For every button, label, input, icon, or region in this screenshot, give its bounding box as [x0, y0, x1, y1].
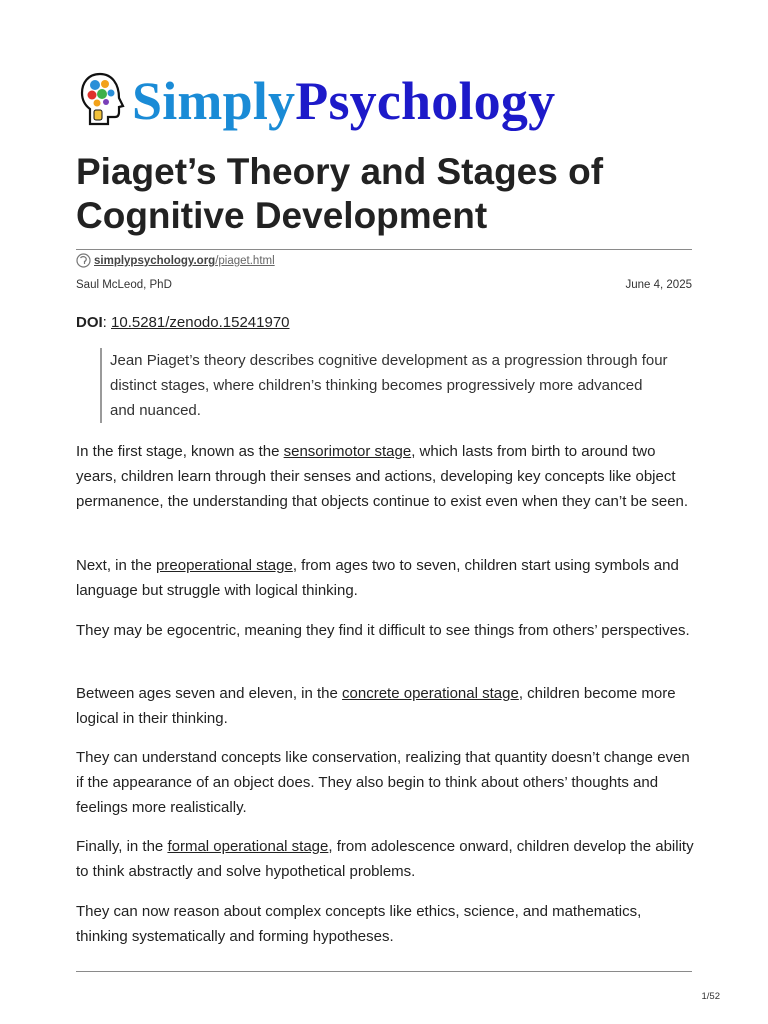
doi-link[interactable]: 10.5281/zenodo.15241970	[111, 314, 290, 331]
body-paragraph-7	[76, 899, 696, 949]
logo-wordmark	[132, 66, 555, 136]
body-paragraph-6	[76, 834, 696, 884]
body-paragraph-1	[76, 439, 696, 514]
doi-line	[76, 314, 290, 331]
source-path-link[interactable]: /piaget.html	[215, 255, 275, 267]
paragraph-text: , from ages two to seven, children start using symbols and language but struggle with logical thinking.	[76, 557, 679, 599]
site-logo[interactable]	[76, 68, 692, 142]
doi-label: DOI	[76, 314, 103, 331]
paragraph-text: , which lasts from birth to around two years, children learn through their senses and actions, developing key concepts like object permanence, the understanding that objects continue to exist even when they can’t be seen.	[76, 443, 689, 510]
formal-operational-stage-link[interactable]: formal operational stage	[167, 838, 329, 855]
publish-date: June 4, 2025	[625, 279, 692, 291]
page-number: 1/52	[701, 991, 720, 1002]
article-title: Piaget’s Theory and Stages of Cognitive Development	[76, 151, 604, 236]
body-paragraph-3	[76, 618, 696, 643]
paragraph-text: Next, in the	[76, 557, 157, 574]
source-url[interactable]	[76, 253, 275, 268]
paragraph-text: They may be egocentric, meaning they find it difficult to see things from others’ perspectives.	[76, 622, 690, 639]
body-paragraph-2	[76, 553, 696, 603]
paragraph-text: , from adolescence onward, children develop the ability to think abstractly and solve hypothetical problems.	[76, 838, 694, 880]
paragraph-text: In the first stage, known as the	[76, 443, 284, 460]
concrete-operational-stage-link[interactable]: concrete operational stage	[342, 685, 519, 702]
paragraph-text: Finally, in the	[76, 838, 168, 855]
summary-blockquote: Jean Piaget’s theory describes cognitive development as a progression through four distinct stages, where children’s thinking becomes progressively more advanced and nuanced.	[100, 348, 670, 423]
preoperational-stage-link[interactable]: preoperational stage	[156, 557, 293, 574]
footer-divider	[76, 971, 692, 972]
sensorimotor-stage-link[interactable]: sensorimotor stage	[283, 443, 412, 460]
paragraph-text: , children become more logical in their thinking.	[76, 685, 676, 727]
body-paragraph-4	[76, 681, 696, 731]
body-paragraph-5	[76, 745, 696, 820]
paragraph-text: Between ages seven and eleven, in the	[76, 685, 343, 702]
paragraph-text: They can understand concepts like conservation, realizing that quantity doesn’t change even if the appearance of an object does. They also begin to think about others’ thoughts and feelings more realistically.	[76, 749, 690, 816]
source-domain-link[interactable]: simplypsychology.org	[94, 255, 216, 267]
author-name: Saul McLeod, PhD	[76, 279, 172, 291]
site-favicon-icon	[76, 253, 91, 268]
logo-word-simply: Simply	[132, 71, 296, 131]
logo-word-psychology: Psychology	[295, 71, 556, 131]
article-meta	[76, 279, 692, 291]
head-gears-logo-icon	[78, 70, 128, 136]
doi-separator: :	[102, 314, 112, 331]
paragraph-text: They can now reason about complex concepts like ethics, science, and mathematics, thinking systematically and forming hypotheses.	[76, 903, 642, 945]
title-divider	[76, 249, 692, 250]
